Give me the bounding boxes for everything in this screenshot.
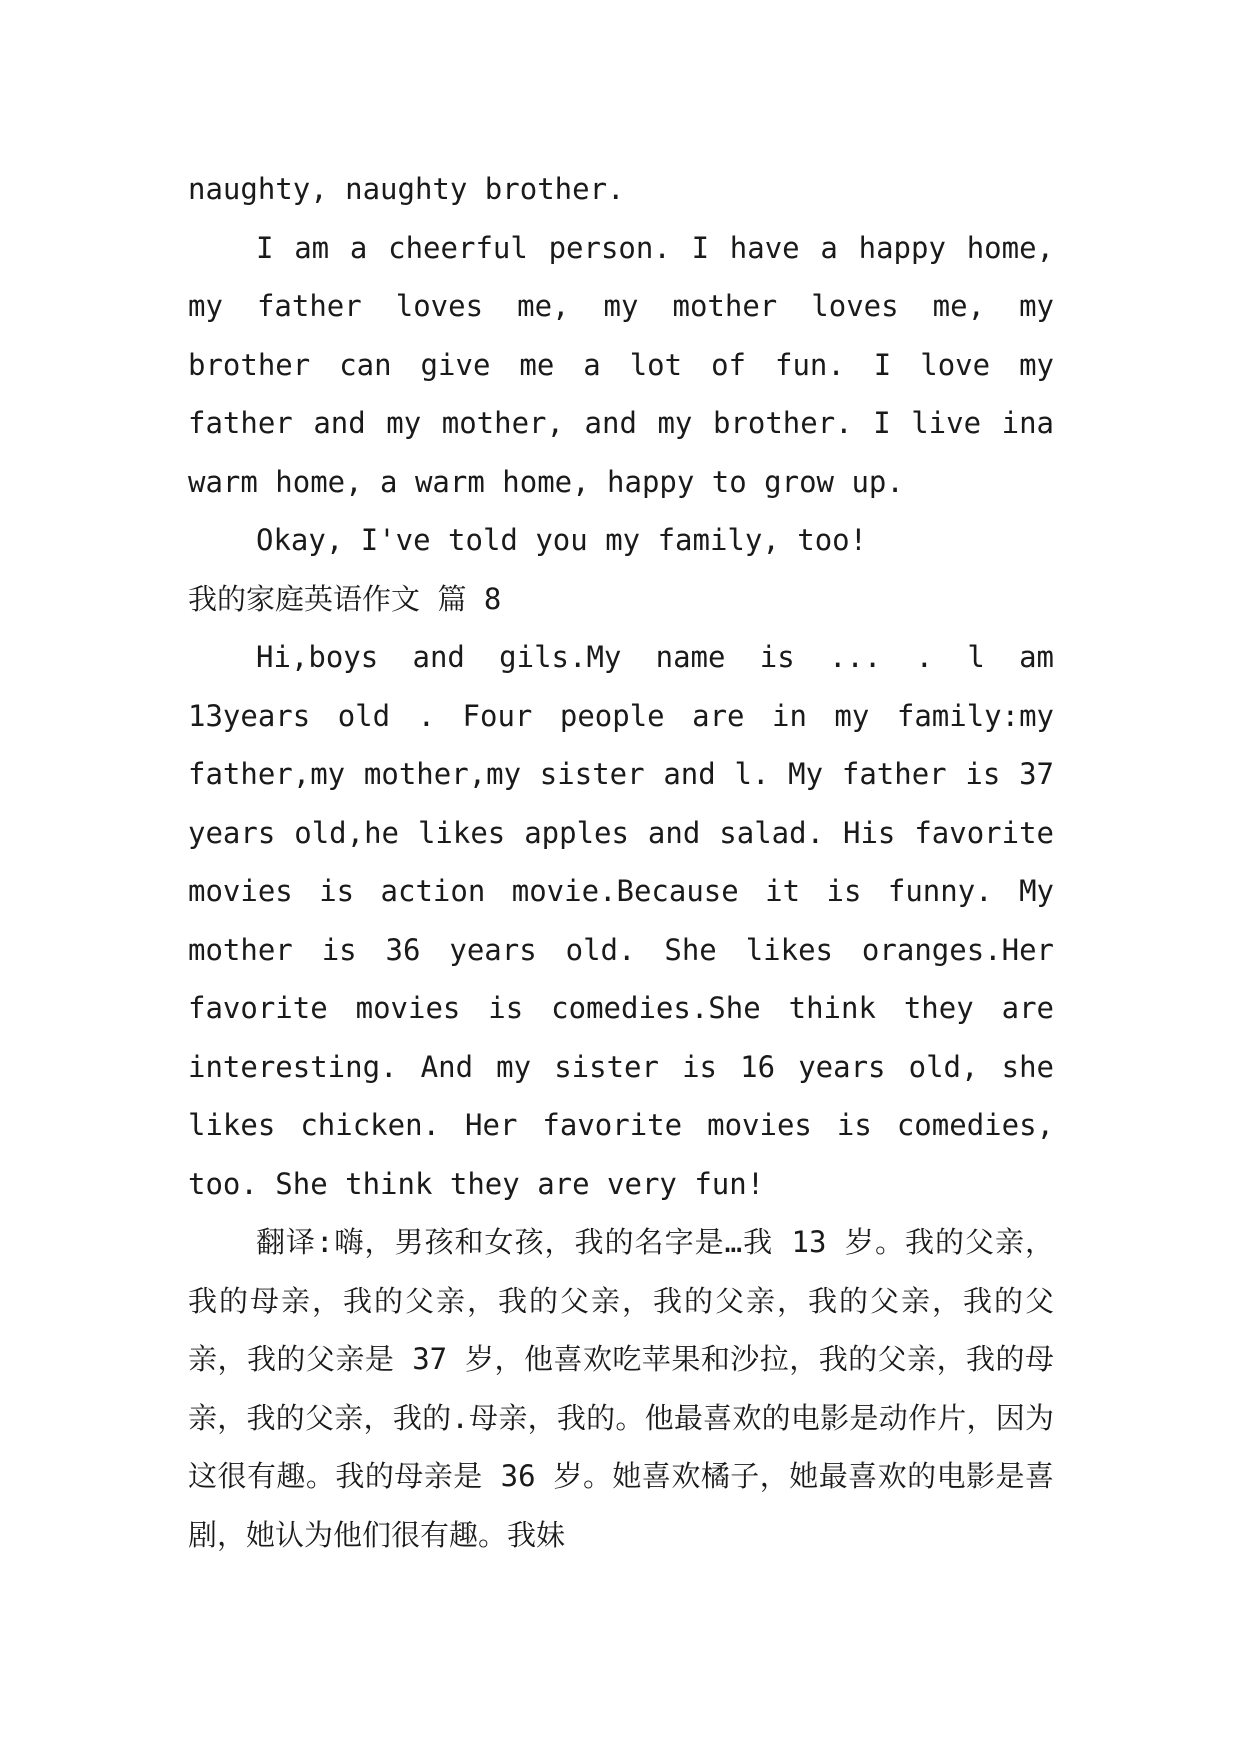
- paragraph-closing-line: naughty, naughty brother.: [188, 172, 625, 206]
- paragraph-chinese-translation: 翻译:嗨，男孩和女孩，我的名字是…我 13 岁。我的父亲，我的母亲，我的父亲，我的父亲，我的父亲，我的父亲，我的父亲，我的父亲是 37 岁，他喜欢吃苹果和沙拉，我的父亲，我的母亲，我的父亲，我的.母亲，我的。他最喜欢的电影是动作片，因为这很有趣。我的母亲是 36 岁。她喜欢橘子，她最喜欢的电影是喜剧，她认为他们很有趣。我妹: [188, 1225, 1054, 1552]
- document-body: [188, 160, 1054, 1564]
- paragraph-cheerful-person: I am a cheerful person. I have a happy home, my father loves me, my mother loves me, my brother can give me a lot of fun. I love my father and my mother, and my brother. I live ina warm home, a warm home, happy to grow up.: [188, 230, 1054, 499]
- paragraph-told-family: Okay, I've told you my family, too!: [256, 523, 868, 557]
- essay-heading: 我的家庭英语作文 篇 8: [188, 581, 502, 616]
- paragraph-english-essay: Hi,boys and gils.My name is ... . l am 13years old . Four people are in my family:my father,my mother,my sister and l. My father is 37 years old,he likes apples and salad. His favorite movies is action movie.Because it is funny. My mother is 36 years old. She likes oranges.Her favorite movies is comedies.She think they are interesting. And my sister is 16 years old, she likes chicken. Her favorite movies is comedies, too. She think they are very fun!: [188, 640, 1054, 1201]
